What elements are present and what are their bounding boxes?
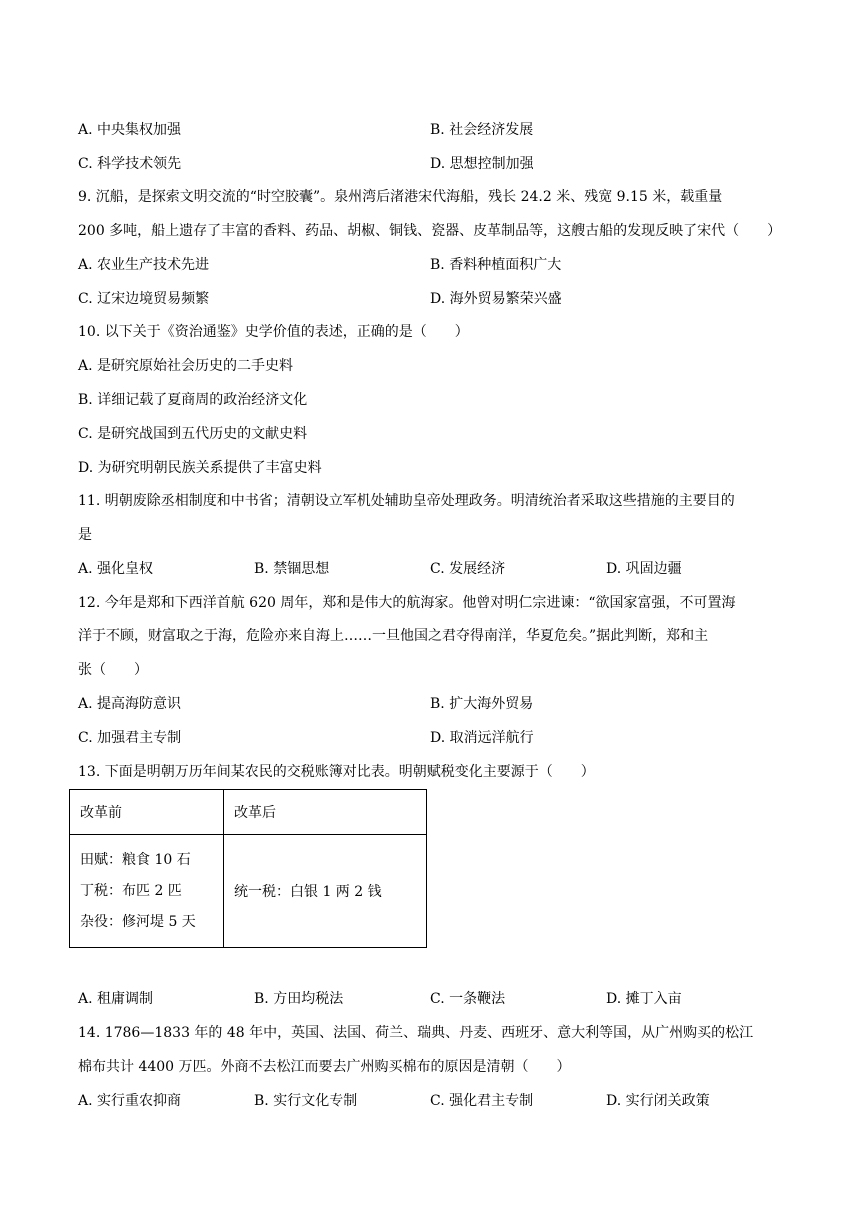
before-item-land-tax: 田赋：粮食 10 石 [80, 851, 191, 868]
q14-option-a: A. 实行重农抑商 [78, 1093, 182, 1109]
q10-option-b: B. 详细记载了夏商周的政治经济文化 [78, 392, 308, 408]
q11-stem-line2: 是 [78, 527, 92, 543]
q14-option-c: C. 强化君主专制 [430, 1093, 534, 1109]
q12-option-a: A. 提高海防意识 [78, 696, 182, 712]
q14-option-b: B. 实行文化专制 [254, 1093, 358, 1109]
q11-stem-line1: 11. 明朝废除丞相制度和中书省；清朝设立军机处辅助皇帝处理政务。明清统治者采取这些措施的主要目的 [78, 493, 735, 509]
q10-option-c: C. 是研究战国到五代历史的文献史料 [78, 426, 308, 442]
q10-option-d: D. 为研究明朝民族关系提供了丰富史料 [78, 460, 322, 476]
q13-option-c: C. 一条鞭法 [430, 991, 506, 1007]
q13-option-d: D. 摊丁入亩 [606, 991, 682, 1007]
q8-option-a: A. 中央集权加强 [78, 122, 182, 138]
q12-stem-line1: 12. 今年是郑和下西洋首航 620 周年，郑和是伟大的航海家。他曾对明仁宗进谏：“欲国家富强，不可置海 [78, 595, 736, 611]
q14-option-d: D. 实行闭关政策 [606, 1093, 710, 1109]
q9-stem-line2: 200 多吨，船上遗存了丰富的香料、药品、胡椒、铜钱、瓷器、皮革制品等，这艘古船的发现反映了宋代（ ） [78, 223, 782, 239]
before-item-corvee: 杂役：修河堤 5 天 [80, 913, 196, 930]
table-cell-before [70, 835, 224, 948]
q12-stem-line2: 洋于不顾，财富取之于海，危险亦来自海上……一旦他国之君夺得南洋，华夏危矣。”据此判断，郑和主 [78, 628, 709, 644]
q12-option-c: C. 加强君主专制 [78, 730, 182, 746]
q13-option-a: A. 租庸调制 [78, 991, 154, 1007]
q14-stem-line2: 棉布共计 4400 万匹。外商不去松江而要去广州购买棉布的原因是清朝（ ） [78, 1059, 571, 1075]
q14-stem-line1: 14. 1786—1833 年的 48 年中，英国、法国、荷兰、瑞典、丹麦、西班牙、意大利等国，从广州购买的松江 [78, 1025, 754, 1041]
q10-option-a: A. 是研究原始社会历史的二手史料 [78, 358, 294, 374]
q12-stem-line3: 张（ ） [78, 662, 148, 678]
q9-option-a: A. 农业生产技术先进 [78, 257, 210, 273]
q9-stem-line1: 9. 沉船，是探索文明交流的“时空胶囊”。泉州湾后渚港宋代海船，残长 24.2 米、残宽 9.15 米，载重量 [78, 189, 723, 205]
q8-option-b: B. 社会经济发展 [430, 122, 534, 138]
q12-option-d: D. 取消远洋航行 [430, 730, 534, 746]
q11-option-c: C. 发展经济 [430, 561, 506, 577]
table-cell-after: 统一税：白银 1 两 2 钱 [224, 835, 427, 948]
q13-option-b: B. 方田均税法 [254, 991, 344, 1007]
q8-option-c: C. 科学技术领先 [78, 156, 182, 172]
q9-option-d: D. 海外贸易繁荣兴盛 [430, 291, 562, 307]
before-item-poll-tax: 丁税：布匹 2 匹 [80, 882, 182, 899]
q8-option-d: D. 思想控制加强 [430, 156, 534, 172]
q10-stem: 10. 以下关于《资治通鉴》史学价值的表述，正确的是（ ） [78, 324, 469, 340]
q9-option-b: B. 香料种植面积广大 [430, 257, 562, 273]
q12-option-b: B. 扩大海外贸易 [430, 696, 534, 712]
table-header-after: 改革后 [224, 790, 427, 835]
q11-option-d: D. 巩固边疆 [606, 561, 682, 577]
table-header-before: 改革前 [70, 790, 224, 835]
q13-stem: 13. 下面是明朝万历年间某农民的交税账簿对比表。明朝赋税变化主要源于（ ） [78, 764, 595, 780]
tax-comparison-table [69, 789, 427, 948]
q9-option-c: C. 辽宋边境贸易频繁 [78, 291, 210, 307]
q11-option-a: A. 强化皇权 [78, 561, 154, 577]
q11-option-b: B. 禁锢思想 [254, 561, 330, 577]
